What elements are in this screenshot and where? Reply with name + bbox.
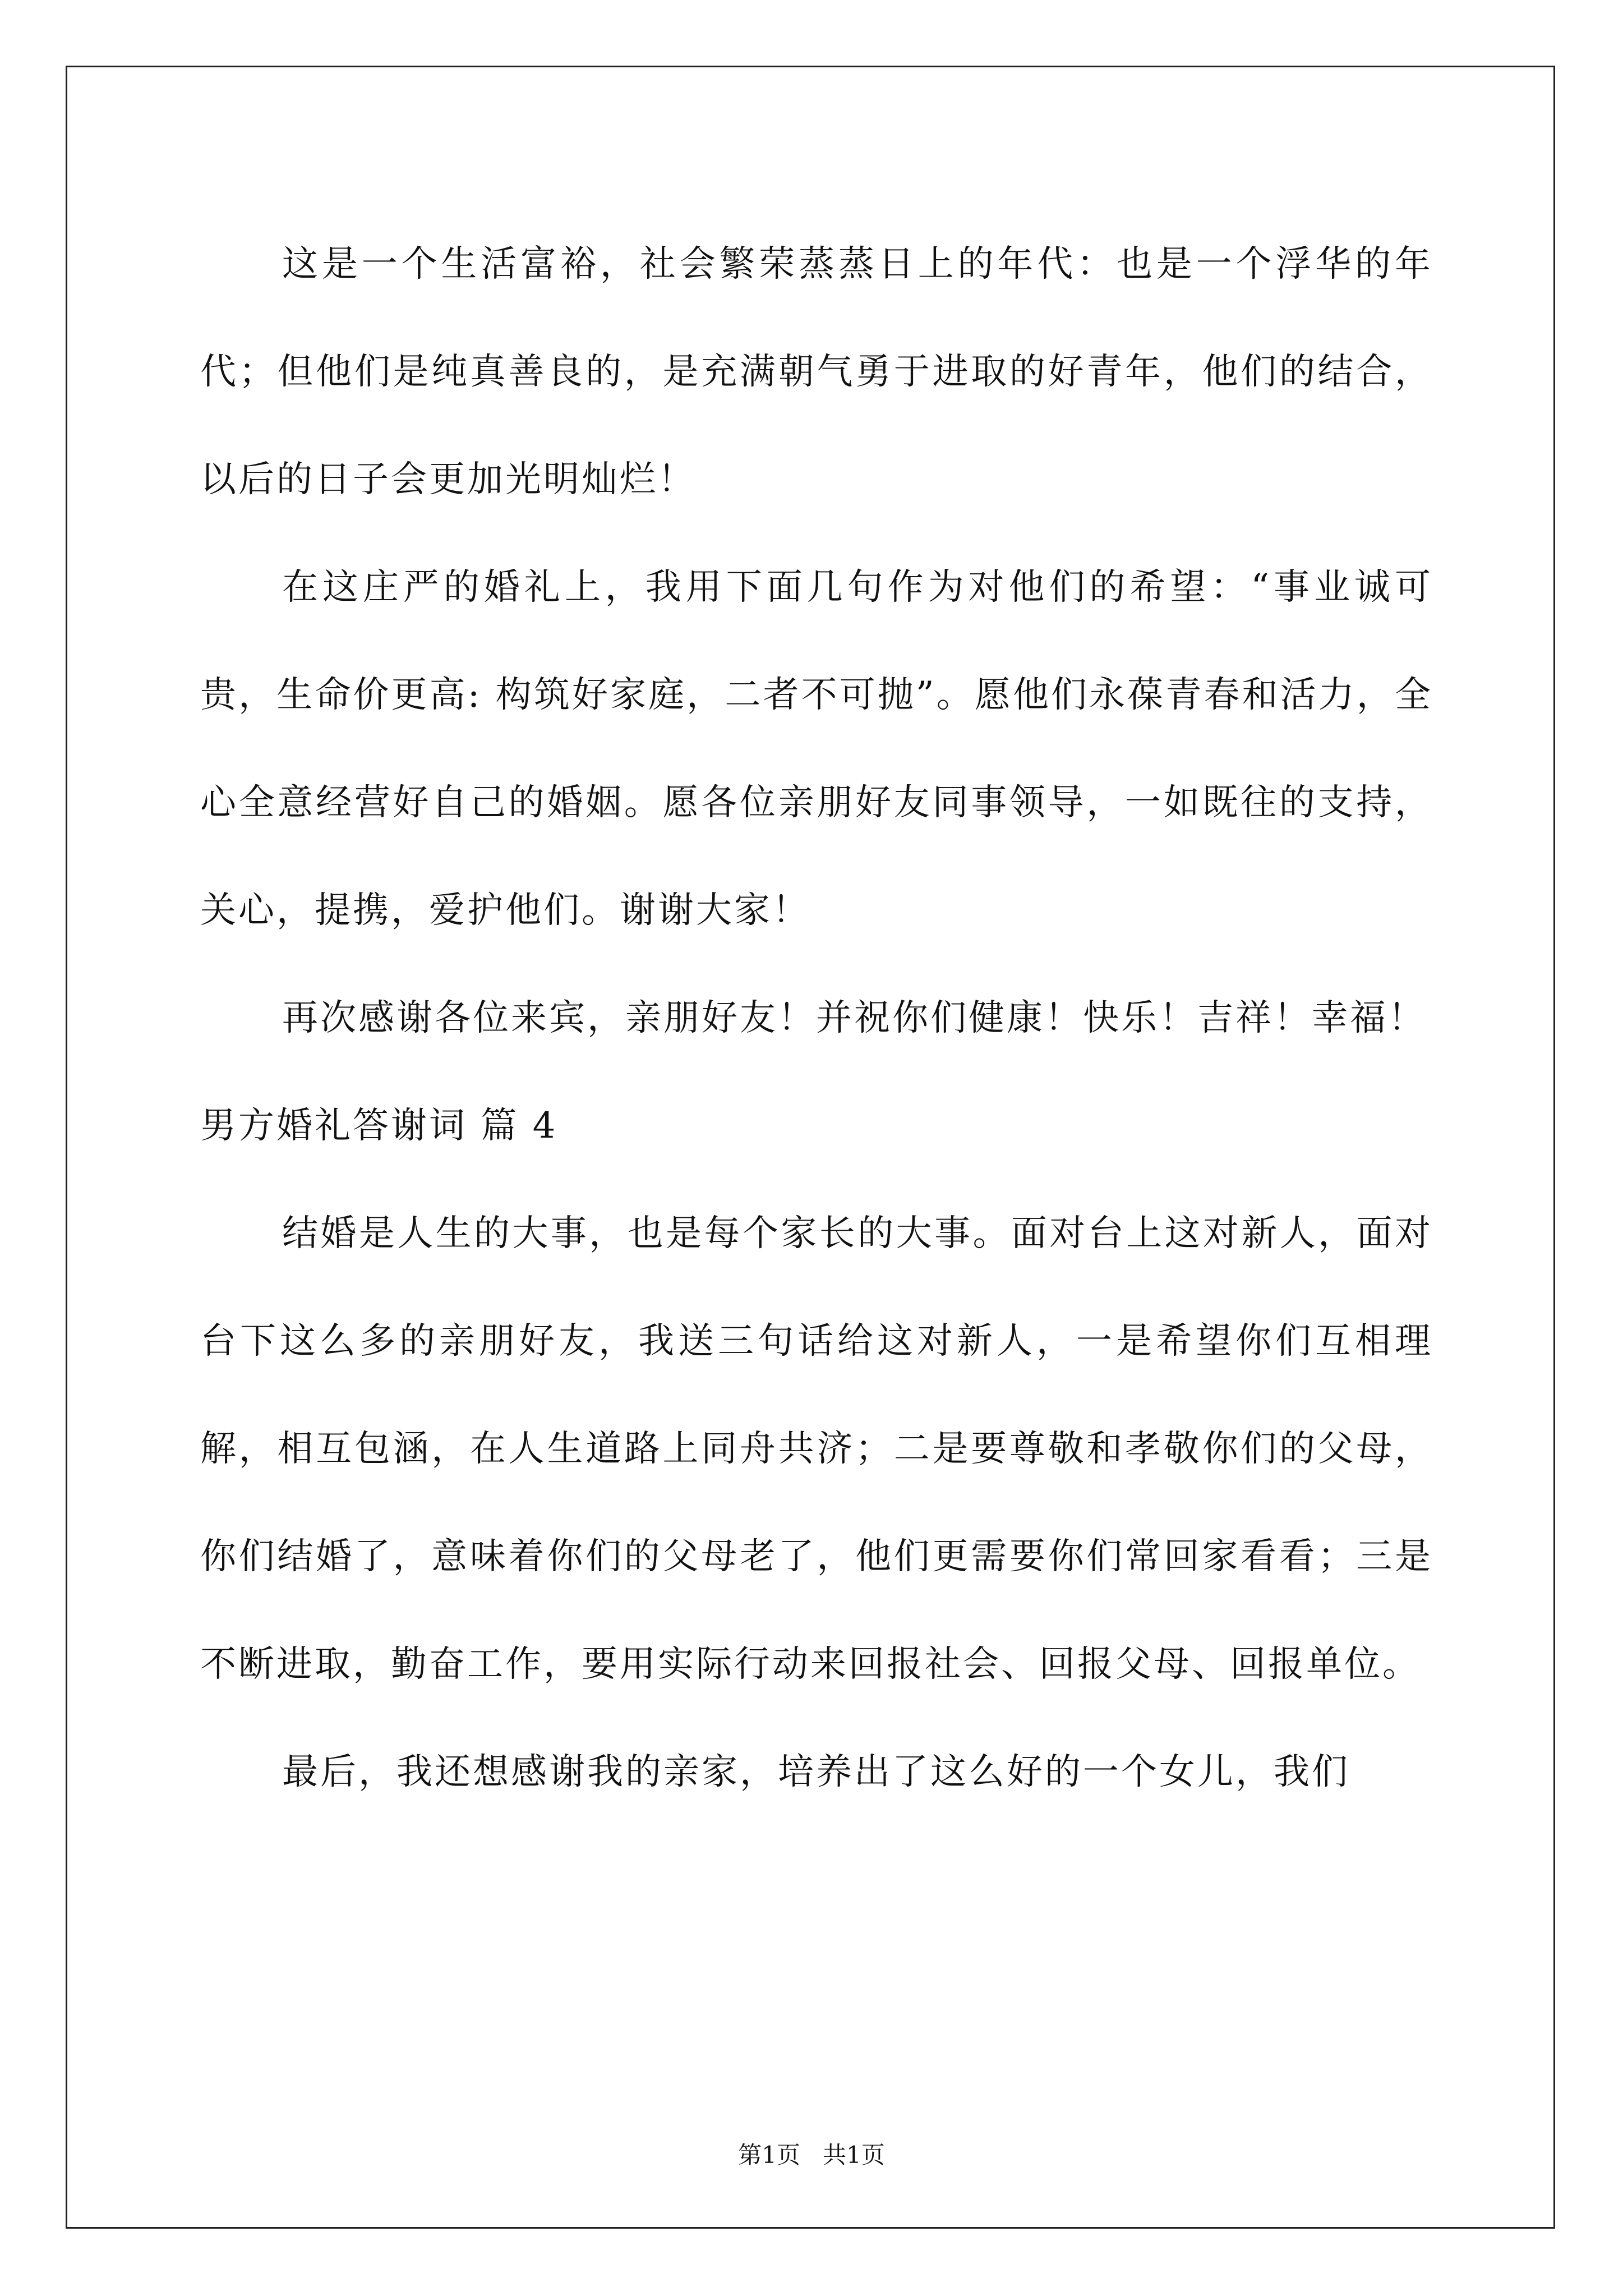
section-heading: 男方婚礼答谢词 篇 4 [200,1105,558,1147]
document-body [200,210,1433,1826]
paragraph: 在这庄严的婚礼上，我用下面几句作为对他们的希望：“事业诚可贵，生命价更高: 构筑好家庭，二者不可抛”。愿他们永葆青春和活力，全心全意经营好自己的婚姻。愿各位亲朋好友同事领导，一如既往的支持，关心，提携，爱护他们。谢谢大家！ [200,567,1433,931]
paragraph: 这是一个生活富裕，社会繁荣蒸蒸日上的年代：也是一个浮华的年代；但他们是纯真善良的，是充满朝气勇于进取的好青年，他们的结合，以后的日子会更加光明灿烂！ [200,243,1433,500]
page-total: 共1页 [823,2141,885,2169]
paragraph: 结婚是人生的大事，也是每个家长的大事。面对台上这对新人，面对台下这么多的亲朋好友，我送三句话给这对新人，一是希望你们互相理解，相互包涵，在人生道路上同舟共济；二是要尊敬和孝敬你们的父母，你们结婚了，意味着你们的父母老了，他们更需要你们常回家看看；三是不断进取，勤奋工作，要用实际行动来回报社会、回报父母、回报单位。 [200,1213,1433,1685]
page-footer [0,2138,1623,2172]
paragraph: 最后，我还想感谢我的亲家，培养出了这么好的一个女儿，我们 [282,1751,1350,1793]
paragraph: 再次感谢各位来宾，亲朋好友！并祝你们健康！快乐！吉祥！幸福！ [282,997,1426,1039]
page-number: 第1页 [738,2141,800,2169]
